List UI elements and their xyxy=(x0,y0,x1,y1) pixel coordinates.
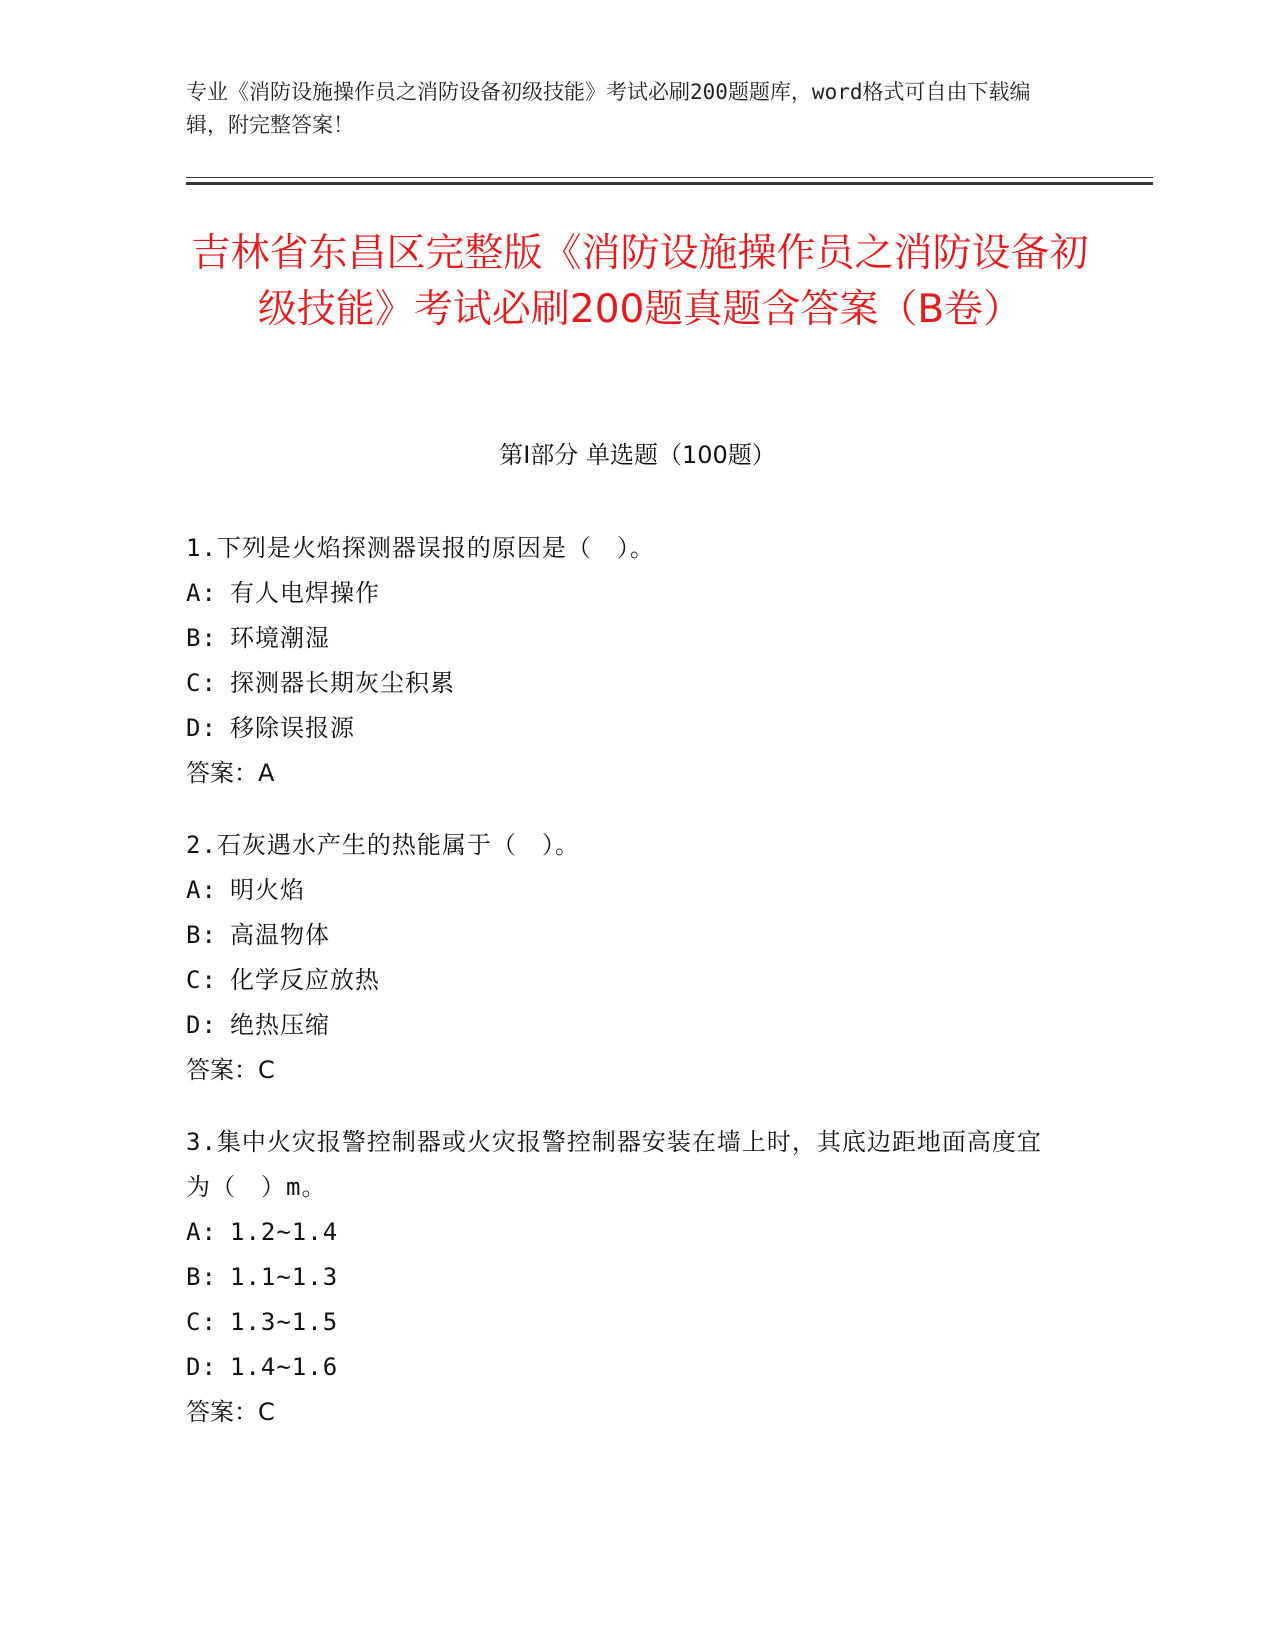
answer: 答案：C xyxy=(186,1056,275,1084)
option-c xyxy=(186,661,1066,706)
option-letter: B: xyxy=(186,624,217,652)
option-text: 明火焰 xyxy=(230,876,305,904)
option-text: 环境潮湿 xyxy=(230,624,330,652)
option-letter: A: xyxy=(186,876,217,904)
document-title: 吉林省东昌区完整版《消防设施操作员之消防设备初级技能》考试必刷200题真题含答案（B卷） xyxy=(191,231,1089,332)
option-letter: D: xyxy=(186,714,217,742)
option-b xyxy=(186,913,1066,958)
question-stem: 1.下列是火焰探测器误报的原因是（ ）。 xyxy=(186,534,655,562)
option-letter: C: xyxy=(186,1308,217,1336)
header-divider-thin xyxy=(186,177,1153,178)
option-text: 1.2~1.4 xyxy=(230,1218,339,1246)
option-text: 探测器长期灰尘积累 xyxy=(230,669,455,697)
question-stem: 3.集中火灾报警控制器或火灾报警控制器安装在墙上时，其底边距地面高度宜为（ ）m。 xyxy=(186,1128,1042,1201)
option-letter: D: xyxy=(186,1011,217,1039)
section-heading: 第Ⅰ部分 单选题（100题） xyxy=(499,441,776,469)
option-a xyxy=(186,1210,1066,1255)
option-a xyxy=(186,868,1066,913)
option-b xyxy=(186,1255,1066,1300)
option-letter: B: xyxy=(186,1263,217,1291)
question-1 xyxy=(186,526,1066,796)
option-text: 化学反应放热 xyxy=(230,966,380,994)
option-text: 1.1~1.3 xyxy=(230,1263,339,1291)
option-letter: A: xyxy=(186,579,217,607)
option-d xyxy=(186,706,1066,751)
question-stem: 2.石灰遇水产生的热能属于（ ）。 xyxy=(186,831,580,859)
question-2 xyxy=(186,823,1066,1093)
answer: 答案：A xyxy=(186,759,275,787)
question-3 xyxy=(186,1120,1066,1435)
option-letter: D: xyxy=(186,1353,217,1381)
option-c xyxy=(186,958,1066,1003)
option-letter: A: xyxy=(186,1218,217,1246)
option-d xyxy=(186,1003,1066,1048)
option-letter: C: xyxy=(186,669,217,697)
option-text: 1.4~1.6 xyxy=(230,1353,339,1381)
option-text: 移除误报源 xyxy=(230,714,355,742)
option-c xyxy=(186,1300,1066,1345)
intro-text: 专业《消防设施操作员之消防设备初级技能》考试必刷200题题库，word格式可自由下载编辑，附完整答案！ xyxy=(186,80,1031,137)
option-text: 绝热压缩 xyxy=(230,1011,330,1039)
option-d xyxy=(186,1345,1066,1390)
option-b xyxy=(186,616,1066,661)
option-text: 高温物体 xyxy=(230,921,330,949)
option-text: 有人电焊操作 xyxy=(230,579,380,607)
answer: 答案：C xyxy=(186,1398,275,1426)
option-text: 1.3~1.5 xyxy=(230,1308,339,1336)
header-divider-thick xyxy=(186,182,1153,185)
option-a xyxy=(186,571,1066,616)
option-letter: B: xyxy=(186,921,217,949)
option-letter: C: xyxy=(186,966,217,994)
question-list xyxy=(186,526,1066,1462)
